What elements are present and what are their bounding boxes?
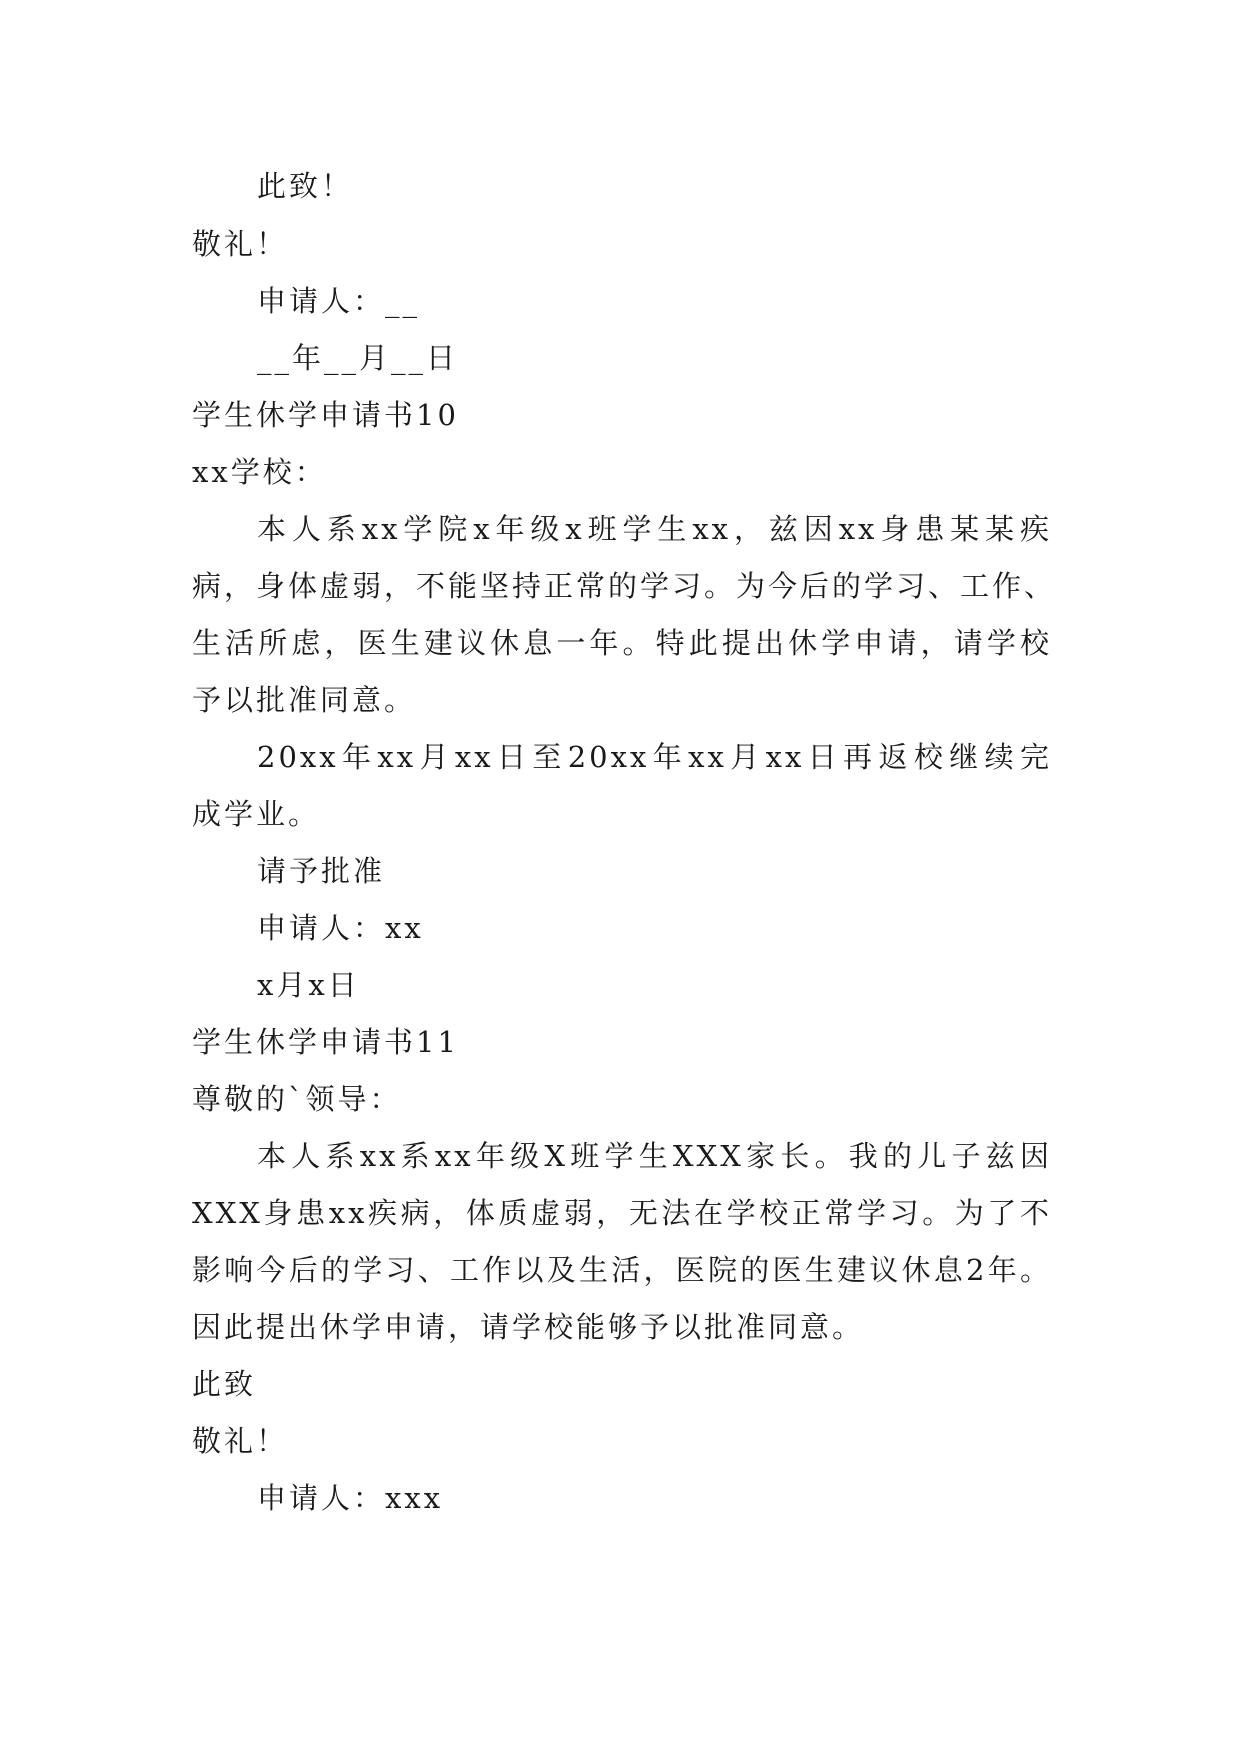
body-text-line: 生活所虑，医生建议休息一年。特此提出休学申请，请学校	[192, 626, 1052, 660]
applicant-signature: 申请人：__	[257, 284, 421, 318]
body-text-line: 因此提出休学申请，请学校能够予以批准同意。	[192, 1310, 865, 1344]
body-text-line: XXX身患xx疾病，体质虚弱，无法在学校正常学习。为了不	[192, 1196, 1052, 1230]
body-text-line: 20xx年xx月xx日至20xx年xx月xx日再返校继续完	[257, 740, 1052, 774]
addressee: xx学校：	[192, 455, 327, 489]
section-title: 学生休学申请书11	[192, 1025, 459, 1059]
body-text-line: 予以批准同意。	[192, 683, 417, 717]
request-approval: 请予批准	[257, 854, 386, 888]
closing-regards: 敬礼！	[192, 1424, 289, 1458]
body-text-line: 病，身体虚弱，不能坚持正常的学习。为今后的学习、工作、	[192, 569, 1057, 603]
closing-regards: 敬礼！	[192, 227, 289, 261]
addressee: 尊敬的`领导：	[192, 1082, 402, 1116]
closing-salutation: 此致！	[257, 169, 354, 203]
applicant-signature: 申请人：xxx	[257, 1481, 444, 1515]
closing-salutation: 此致	[192, 1367, 257, 1401]
applicant-signature: 申请人：xx	[257, 911, 424, 945]
signature-date: x月x日	[257, 968, 360, 1002]
body-text-line: 本人系xx学院x年级x班学生xx，兹因xx身患某某疾	[257, 512, 1052, 546]
signature-date: __年__月__日	[257, 341, 459, 375]
body-text-line: 影响今后的学习、工作以及生活，医院的医生建议休息2年。	[192, 1253, 1052, 1287]
body-text-line: 本人系xx系xx年级X班学生XXX家长。我的儿子兹因	[257, 1139, 1052, 1173]
section-title: 学生休学申请书10	[192, 398, 459, 432]
body-text-line: 成学业。	[192, 797, 321, 831]
